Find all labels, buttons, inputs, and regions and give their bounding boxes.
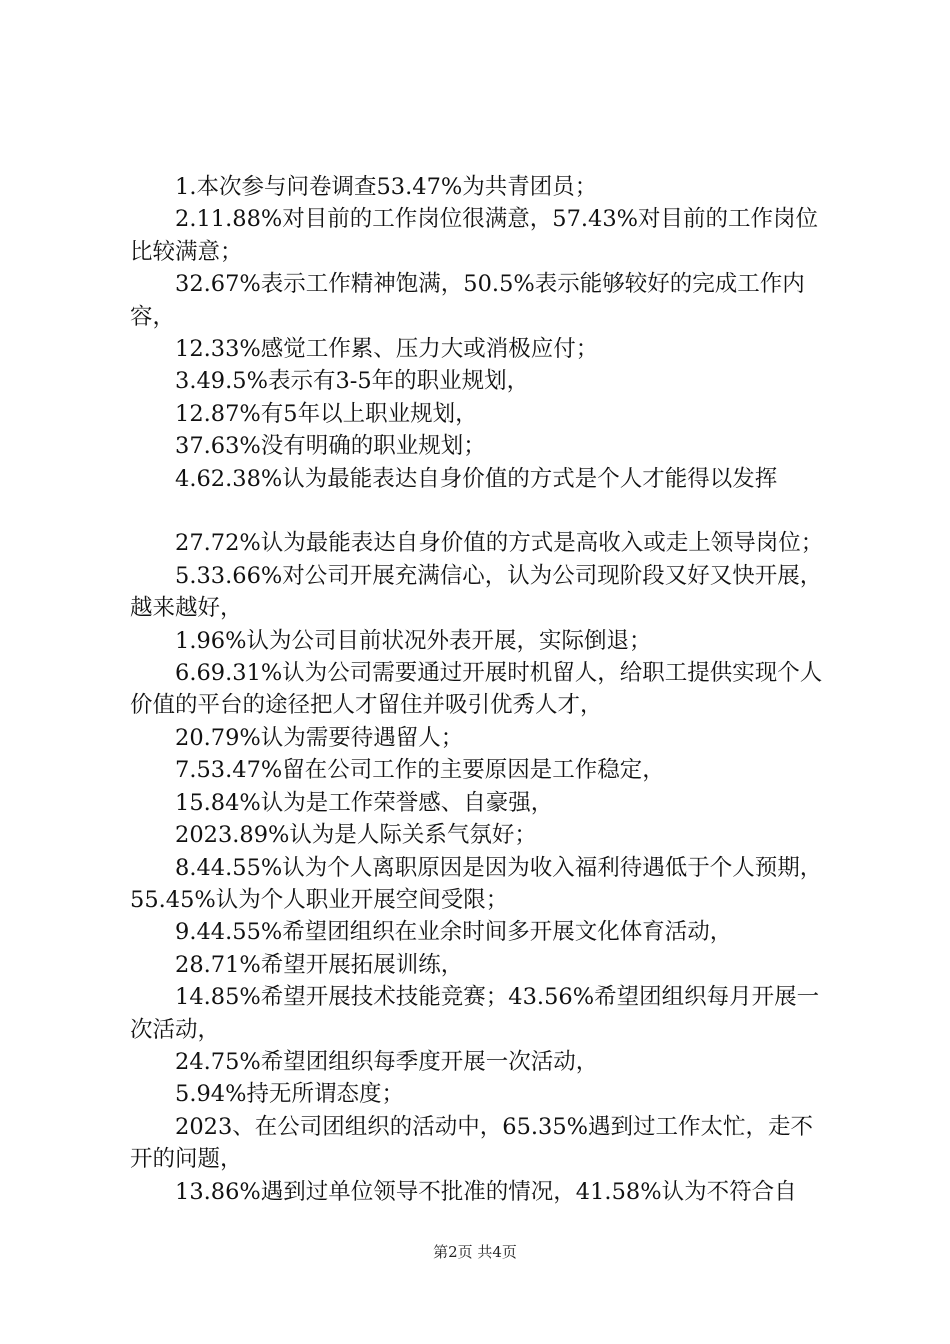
paragraph: 2023.89%认为是人际关系气氛好； [175, 822, 537, 849]
paragraph: 24.75%希望团组织每季度开展一次活动， [175, 1048, 599, 1075]
paragraph: 2.11.88%对目前的工作岗位很满意，57.43%对目前的工作岗位比较满意； [130, 206, 819, 265]
page-number-footer: 第2页 共4页 [433, 1243, 517, 1261]
paragraph: 9.44.55%希望团组织在业余时间多开展文化体育活动， [175, 919, 733, 946]
paragraph: 13.86%遇到过单位领导不批准的情况，41.58%认为不符合自 [175, 1178, 797, 1205]
paragraph: 15.84%认为是工作荣誉感、自豪强， [175, 789, 554, 816]
paragraph: 2023、在公司团组织的活动中，65.35%遇到过工作太忙，走不开的问题， [130, 1113, 814, 1173]
paragraph: 6.69.31%认为公司需要通过开展时机留人，给职工提供实现个人价值的平台的途径把人才留住并吸引优秀人才， [130, 660, 823, 719]
paragraph: 1.本次参与问卷调查53.47%为共青团员； [175, 174, 598, 200]
paragraph: 5.33.66%对公司开展充满信心，认为公司现阶段又好又快开展，越来越好， [130, 562, 823, 622]
paragraph: 12.87%有5年以上职业规划， [175, 400, 478, 427]
paragraph: 27.72%认为最能表达自身价值的方式是高收入或走上领导岗位； [175, 530, 824, 557]
paragraph: 5.94%持无所谓态度； [175, 1081, 404, 1108]
paragraph-gap [130, 495, 830, 527]
paragraph: 20.79%认为需要待遇留人； [175, 724, 464, 751]
paragraph: 32.67%表示工作精神饱满，50.5%表示能够较好的完成工作内容， [130, 271, 805, 330]
paragraph: 28.71%希望开展拓展训练， [175, 951, 464, 978]
paragraph: 3.49.5%表示有3-5年的职业规划， [175, 368, 530, 395]
paragraph: 8.44.55%认为个人离职原因是因为收入福利待遇低于个人预期，55.45%认为个人职业开展空间受限； [130, 854, 823, 913]
paragraph: 14.85%希望开展技术技能竞赛；43.56%希望团组织每月开展一次活动， [130, 984, 820, 1043]
paragraph: 7.53.47%留在公司工作的主要原因是工作稳定， [175, 757, 665, 784]
paragraph: 4.62.38%认为最能表达自身价值的方式是个人才能得以发挥 [175, 465, 778, 492]
paragraph: 12.33%感觉工作累、压力大或消极应付； [175, 336, 599, 363]
paragraph: 1.96%认为公司目前状况外表开展，实际倒退； [175, 627, 652, 654]
paragraph: 37.63%没有明确的职业规划； [175, 433, 486, 460]
document-body [130, 171, 830, 1208]
